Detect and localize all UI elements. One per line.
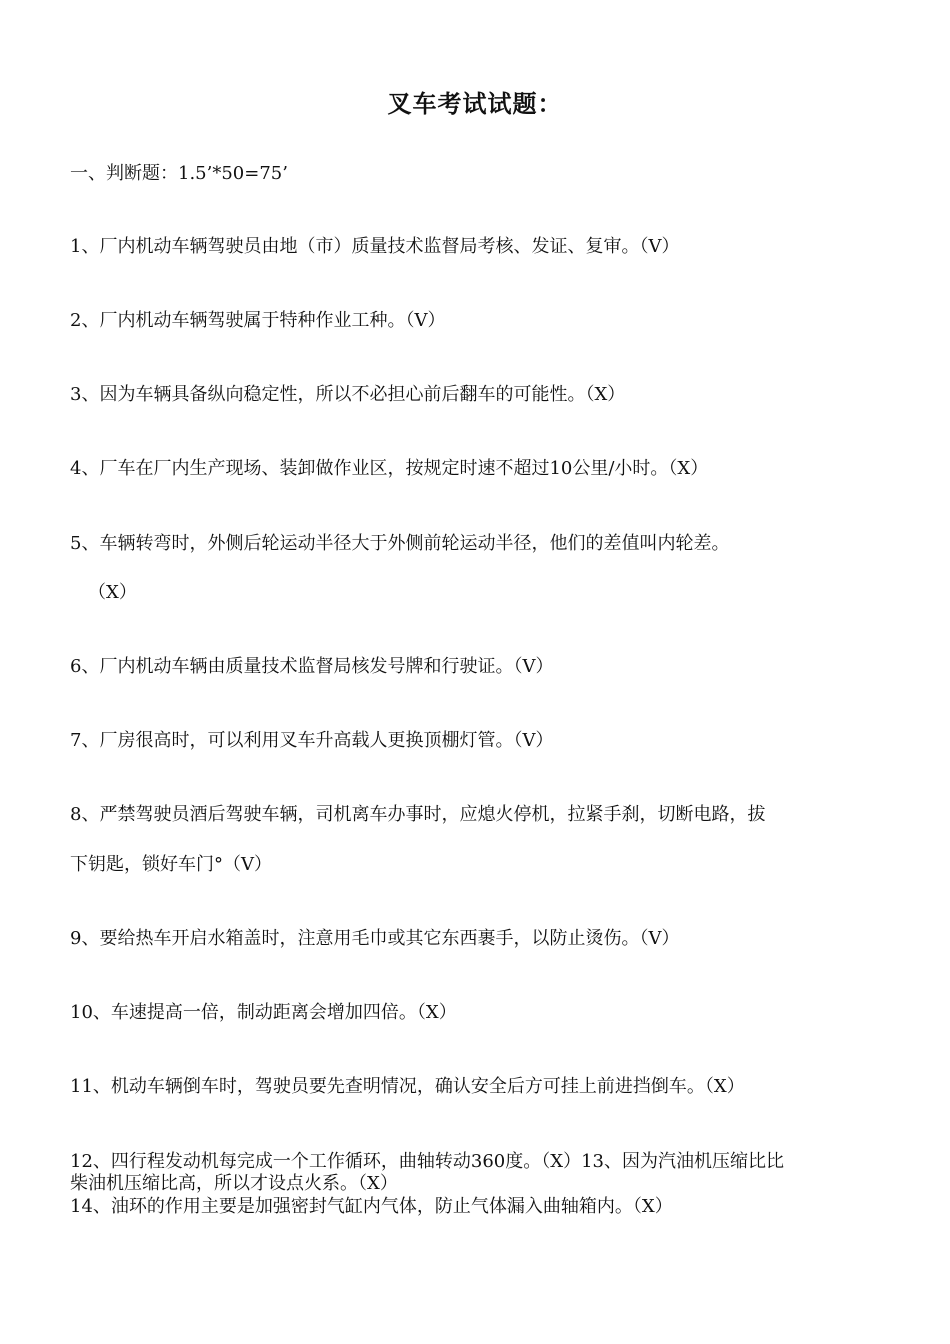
question-line: 下钥匙，锁好车门°（V） — [70, 854, 272, 875]
question-line: 9、要给热车开启水箱盖时，注意用毛巾或其它东西裹手，以防止烫伤。（V） — [70, 928, 680, 949]
question-line: 14、油环的作用主要是加强密封气缸内气体，防止气体漏入曲轴箱内。（X） — [70, 1196, 673, 1217]
question-line: 1、厂内机动车辆驾驶员由地（市）质量技术监督局考核、发证、复审。（V） — [70, 236, 680, 257]
page-title: 叉车考试试题： — [387, 90, 563, 118]
question-line: 3、因为车辆具备纵向稳定性，所以不必担心前后翻车的可能性。（X） — [70, 384, 626, 405]
question-line: 2、厂内机动车辆驾驶属于特种作业工种。（V） — [70, 310, 446, 331]
question-line: 5、车辆转弯时，外侧后轮运动半径大于外侧前轮运动半径，他们的差值叫内轮差。 — [70, 533, 730, 554]
question-line: 10、车速提高一倍，制动距离会增加四倍。（X） — [70, 1002, 457, 1023]
question-line: 4、厂车在厂内生产现场、装卸做作业区，按规定时速不超过10公里/小时。（X） — [70, 458, 709, 479]
question-line: 12、四行程发动机每完成一个工作循环，曲轴转动360度。（X）13、因为汽油机压缩比比 — [70, 1151, 784, 1172]
question-line: （X） — [88, 582, 137, 603]
question-line: 柴油机压缩比高，所以才设点火系。（X） — [70, 1173, 398, 1194]
question-line: 11、机动车辆倒车时，驾驶员要先查明情况，确认安全后方可挂上前进挡倒车。（X） — [70, 1076, 745, 1097]
question-line: 6、厂内机动车辆由质量技术监督局核发号牌和行驶证。（V） — [70, 656, 554, 677]
question-line: 8、严禁驾驶员酒后驾驶车辆，司机离车办事时，应熄火停机，拉紧手刹，切断电路，拔 — [70, 804, 766, 825]
question-line: 7、厂房很高时，可以利用叉车升高载人更换顶棚灯管。（V） — [70, 730, 554, 751]
section-heading: 一、判断题：1.5’*50=75’ — [70, 163, 288, 184]
